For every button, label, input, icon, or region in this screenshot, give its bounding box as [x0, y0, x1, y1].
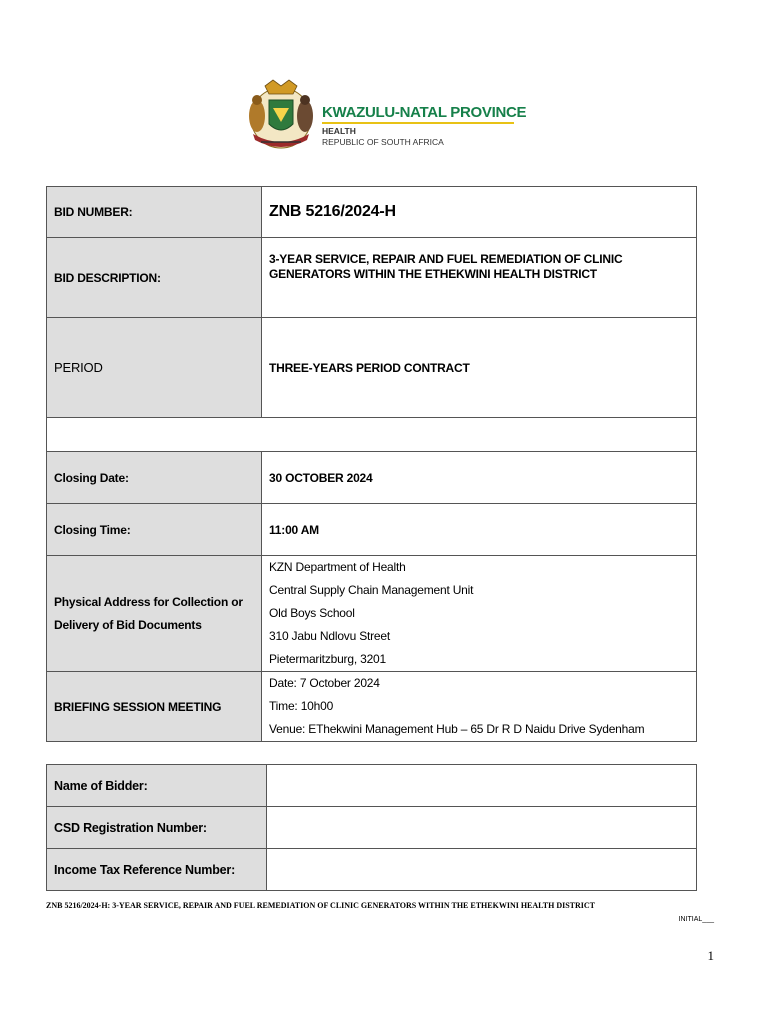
bid-number-value: ZNB 5216/2024-H — [262, 187, 697, 238]
briefing-date: Date: 7 October 2024 — [269, 676, 380, 690]
address-label-line: Delivery of Bid Documents — [54, 617, 202, 632]
closing-time-row — [47, 504, 697, 556]
address-line: 310 Jabu Ndlovu Street — [269, 629, 391, 643]
closing-date-value: 30 OCTOBER 2024 — [262, 452, 697, 504]
period-value: THREE-YEARS PERIOD CONTRACT — [262, 318, 697, 418]
tax-label: Income Tax Reference Number: — [47, 849, 267, 891]
bidder-name-label: Name of Bidder: — [47, 765, 267, 807]
bid-description-value — [262, 238, 697, 318]
address-line: KZN Department of Health — [269, 560, 406, 574]
closing-time-label: Closing Time: — [47, 504, 262, 556]
closing-time-value: 11:00 AM — [262, 504, 697, 556]
briefing-venue: Venue: EThekwini Management Hub – 65 Dr R D Naidu Drive Sydenham — [269, 722, 645, 736]
bid-number-label: BID NUMBER: — [47, 187, 262, 238]
bidder-name-row — [47, 765, 697, 807]
address-line: Central Supply Chain Management Unit — [269, 583, 474, 597]
province-title: KWAZULU-NATAL PROVINCE — [322, 104, 527, 121]
address-line: Old Boys School — [269, 606, 355, 620]
title-rule — [322, 122, 514, 124]
tax-row — [47, 849, 697, 891]
bidder-name-field[interactable] — [267, 765, 697, 807]
bidder-details-table — [46, 764, 697, 891]
bid-number-row — [47, 187, 697, 238]
period-row — [47, 318, 697, 418]
spacer-row — [47, 418, 697, 452]
department-name: HEALTH — [322, 126, 356, 136]
kzn-health-logo — [243, 78, 533, 156]
briefing-value — [262, 672, 697, 742]
bid-description-row — [47, 238, 697, 318]
bid-description-label: BID DESCRIPTION: — [47, 238, 262, 318]
csd-row — [47, 807, 697, 849]
address-value — [262, 556, 697, 672]
bid-description-line: GENERATORS WITHIN THE ETHEKWINI HEALTH DISTRICT — [269, 267, 597, 281]
tax-field[interactable] — [267, 849, 697, 891]
page-number: 1 — [707, 948, 714, 963]
closing-date-row — [47, 452, 697, 504]
initial-field: INITIAL___ — [678, 916, 714, 923]
spacer-cell — [47, 418, 697, 452]
address-line: Pietermaritzburg, 3201 — [269, 652, 386, 666]
coat-of-arms-icon — [243, 78, 319, 152]
csd-field[interactable] — [267, 807, 697, 849]
address-label-line: Physical Address for Collection or — [54, 594, 243, 609]
address-label — [47, 556, 262, 672]
bid-info-table — [46, 186, 697, 742]
closing-date-label: Closing Date: — [47, 452, 262, 504]
briefing-row — [47, 672, 697, 742]
running-footer: ZNB 5216/2024-H: 3-YEAR SERVICE, REPAIR AND FUEL REMEDIATION OF CLINIC GENERATORS WITHIN THE ETHEKWINI HEALTH DISTRICT — [46, 901, 596, 910]
csd-label: CSD Registration Number: — [47, 807, 267, 849]
address-row — [47, 556, 697, 672]
country-name: REPUBLIC OF SOUTH AFRICA — [322, 137, 444, 147]
period-label: PERIOD — [47, 318, 262, 418]
briefing-label: BRIEFING SESSION MEETING — [47, 672, 262, 742]
bid-description-line: 3-YEAR SERVICE, REPAIR AND FUEL REMEDIATION OF CLINIC — [269, 252, 623, 266]
briefing-time: Time: 10h00 — [269, 699, 334, 713]
